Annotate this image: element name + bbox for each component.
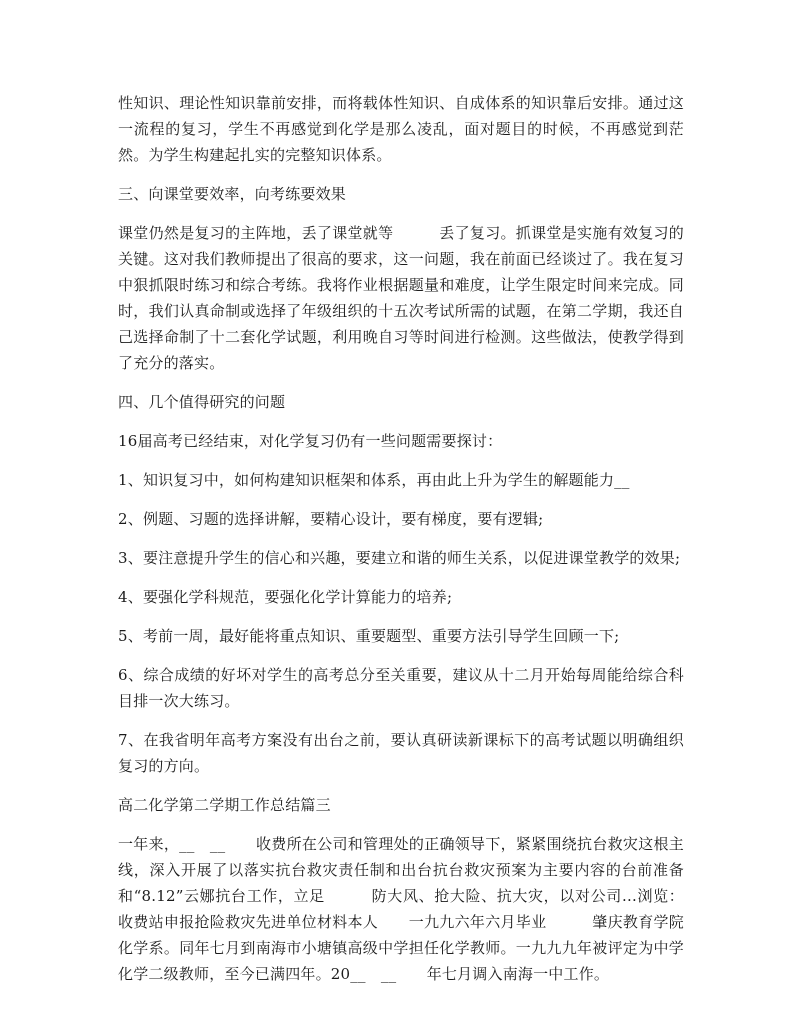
list-item-5: 5、考前一周，最好能将重点知识、重要题型、重要方法引导学生回顾一下; [118,627,620,645]
paragraph-classroom-review: 课堂仍然是复习的主阵地，丢了课堂就等 丢了复习。抓课堂是实施有效复习的关键。这对我们教师提出了很高的要求，这一问题，我在前面已经谈过了。我在复习中狠抓限时练习和综合考练。我将作业根据题量和难度，让学生限定时间来完成。同时，我们认真命制或选择了年级组织的十五次考试所需的试题，在第二学期，我还自己选择命制了十二套化学试题，利用晚自习等时间进行检测。这些做法，使教学得到了充分的落实。 [118,224,684,372]
list-item-3: 3、要注意提升学生的信心和兴趣，要建立和谐的师生关系，以促进课堂教学的效果; [118,549,681,567]
paragraph-exam-intro: 16届高考已经结束，对化学复习仍有一些问题需要探讨： [118,432,503,450]
document-page [118,90,684,1000]
section-heading-research-questions: 四、几个值得研究的问题 [118,393,286,411]
paragraph-knowledge-arrangement: 性知识、理论性知识靠前安排，而将载体性知识、自成体系的知识靠后安排。通过这一流程的复习，学生不再感觉到化学是那么凌乱，面对题目的时候，不再感觉到茫然。为学生构建起扎实的完整知识体系。 [118,94,684,164]
section-heading-summary-part-three: 高二化学第二学期工作总结篇三 [118,796,331,814]
list-item-6: 6、综合成绩的好坏对学生的高考总分至关重要，建议从十二月开始每周能给综合科目排一次大练习。 [118,666,684,710]
list-item-2: 2、例题、习题的选择讲解，要精心设计，要有梯度，要有逻辑; [118,510,544,528]
list-item-4: 4、要强化学科规范，要强化化学计算能力的培养; [118,588,453,606]
paragraph-year-summary: 一年来，__ __ 收费所在公司和管理处的正确领导下，紧紧围绕抗台救灾这根主线，深入开展了以落实抗台救灾责任制和出台抗台救灾预案为主要内容的台前准备和“8.12”云娜抗台工作，立足 防大风、抢大险、抗大灾，以对公司…浏览：收费站申报抢险救灾先进单位材料本人 一九九六年六月毕业 肇庆教育学院化学系。同年七月到南海市小塘镇高级中学担任化学教师。一九九九年被评定为中学化学二级教师，至今已满四年。20__ __ 年七月调入南海一中工作。 [118,835,684,983]
list-item-1: 1、知识复习中，如何构建知识框架和体系，再由此上升为学生的解题能力__ [118,471,630,489]
list-item-7: 7、在我省明年高考方案没有出台之前，要认真研读新课标下的高考试题以明确组织复习的方向。 [118,731,684,775]
section-heading-efficiency: 三、向课堂要效率，向考练要效果 [118,185,347,203]
